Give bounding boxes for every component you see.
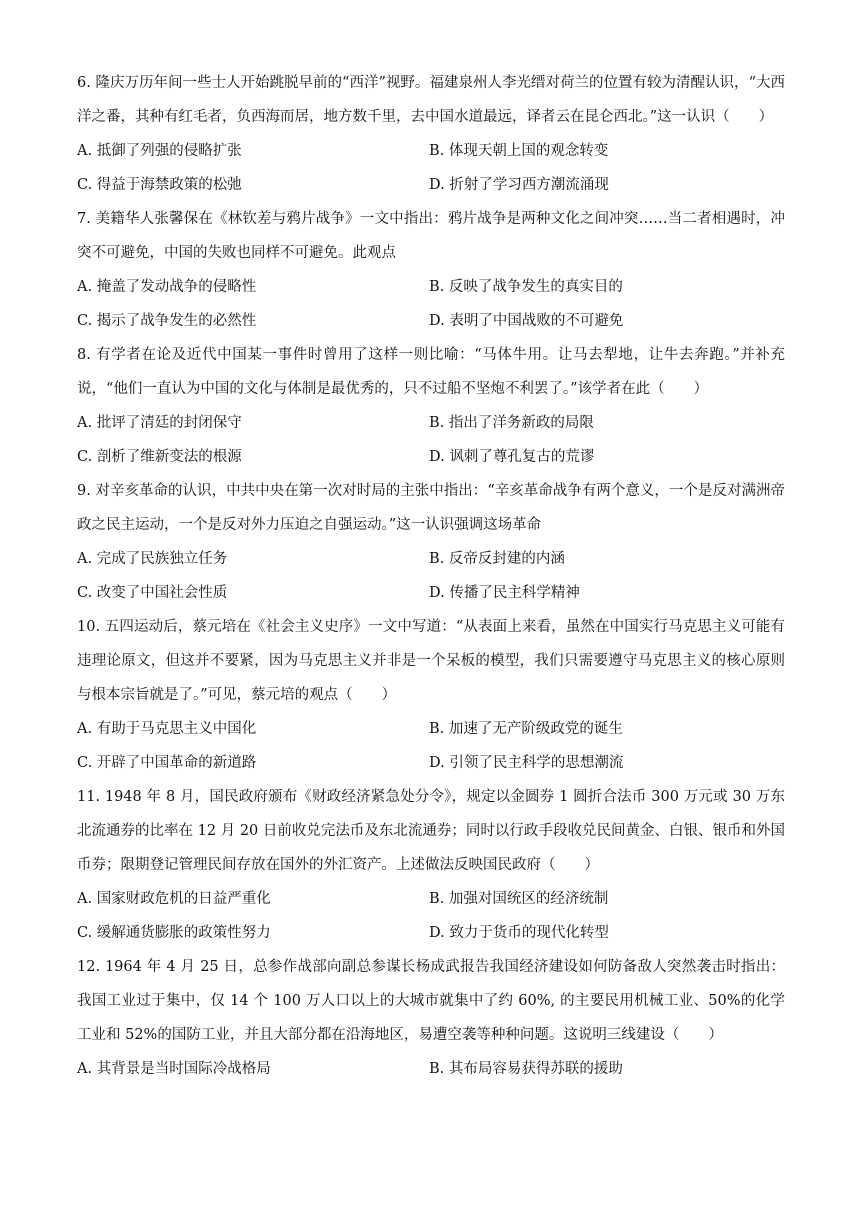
question-stem: 12. 1964 年 4 月 25 日，总参作战部向副总参谋长杨成武报告我国经济建设如何防备敌人突然袭击时指出：我国工业过于集中，仅 14 个 100 万人口以上的大城市就集中了约 60%, 的主要民用机械工业、50%的化学工业和 52%的国防工业，并且大部分都在沿海地区，易遭空袭等种种问题。这说明三线建设（ ） (77, 959, 785, 1043)
exam-page (77, 66, 785, 1086)
option-d: D. 引领了民主科学的思想潮流 (429, 755, 624, 771)
option-c: C. 揭示了战争发生的必然性 (77, 313, 257, 329)
option-d: D. 折射了学习西方潮流涌现 (429, 177, 609, 193)
question-6 (77, 66, 785, 202)
question-8 (77, 338, 785, 474)
option-grid (77, 406, 785, 474)
question-stem: 11. 1948 年 8 月，国民政府颁布《财政经济紧急处分令》，规定以金圆券 1 圆折合法币 300 万元或 30 万东北流通券的比率在 12 月 20 日前收兑完法币及东北流通券；同时以行政手段收兑民间黄金、白银、银币和外国币券；限期登记管理民间存放在国外的外汇资产。上述做法反映国民政府（ ） (77, 789, 785, 873)
option-c: C. 得益于海禁政策的松弛 (77, 177, 242, 193)
question-11 (77, 780, 785, 950)
option-b: B. 加强对国统区的经济统制 (429, 891, 609, 907)
option-grid (77, 712, 785, 780)
option-d: D. 表明了中国战败的不可避免 (429, 313, 624, 329)
option-a: A. 掩盖了发动战争的侵略性 (77, 279, 257, 295)
question-stem: 8. 有学者在论及近代中国某一事件时曾用了这样一则比喻：“马体牛用。让马去犁地，让牛去奔跑。”并补充说，“他们一直认为中国的文化与体制是最优秀的，只不过船不坚炮不利罢了。”该学者在此（ ） (77, 347, 785, 397)
option-grid (77, 1052, 785, 1086)
option-d: D. 传播了民主科学精神 (429, 585, 580, 601)
question-stem: 7. 美籍华人张馨保在《林钦差与鸦片战争》一文中指出：鸦片战争是两种文化之间冲突……当二者相遇时，冲突不可避免，中国的失败也同样不可避免。此观点 (77, 211, 785, 261)
option-a: A. 有助于马克思主义中国化 (77, 721, 257, 737)
option-d: D. 致力于货币的现代化转型 (429, 925, 609, 941)
question-stem: 6. 隆庆万历年间一些士人开始跳脱早前的“西洋”视野。福建泉州人李光缙对荷兰的位置有较为清醒认识，“大西洋之番，其种有红毛者，负西海而居，地方数千里，去中国水道最远，译者云在昆仑西北。”这一认识（ ） (77, 75, 785, 125)
option-a: A. 抵御了列强的侵略扩张 (77, 143, 242, 159)
option-a: A. 其背景是当时国际冷战格局 (77, 1061, 271, 1077)
option-grid (77, 270, 785, 338)
option-c: C. 改变了中国社会性质 (77, 585, 228, 601)
option-d: D. 讽刺了尊孔复古的荒谬 (429, 449, 595, 465)
question-10 (77, 610, 785, 780)
option-b: B. 反映了战争发生的真实目的 (429, 279, 623, 295)
question-9 (77, 474, 785, 610)
option-b: B. 其布局容易获得苏联的援助 (429, 1061, 623, 1077)
option-b: B. 加速了无产阶级政党的诞生 (429, 721, 623, 737)
option-a: A. 国家财政危机的日益严重化 (77, 891, 271, 907)
option-a: A. 批评了清廷的封闭保守 (77, 415, 242, 431)
option-grid (77, 882, 785, 950)
question-stem: 10. 五四运动后，蔡元培在《社会主义史序》一文中写道：“从表面上来看，虽然在中国实行马克思主义可能有违理论原文，但这并不要紧，因为马克思主义并非是一个呆板的模型，我们只需要遵守马克思主义的核心原则与根本宗旨就是了。”可见，蔡元培的观点（ ） (77, 619, 785, 703)
option-b: B. 体现天朝上国的观念转变 (429, 143, 609, 159)
option-a: A. 完成了民族独立任务 (77, 551, 228, 567)
option-b: B. 指出了洋务新政的局限 (429, 415, 594, 431)
question-7 (77, 202, 785, 338)
question-12 (77, 950, 785, 1086)
option-grid (77, 542, 785, 610)
option-c: C. 缓解通货膨胀的政策性努力 (77, 925, 271, 941)
option-c: C. 剖析了维新变法的根源 (77, 449, 242, 465)
option-b: B. 反帝反封建的内涵 (429, 551, 565, 567)
option-c: C. 开辟了中国革命的新道路 (77, 755, 257, 771)
question-stem: 9. 对辛亥革命的认识，中共中央在第一次对时局的主张中指出：“辛亥革命战争有两个意义，一个是反对满洲帝政之民主运动，一个是反对外力压迫之自强运动。”这一认识强调这场革命 (77, 483, 785, 533)
option-grid (77, 134, 785, 202)
